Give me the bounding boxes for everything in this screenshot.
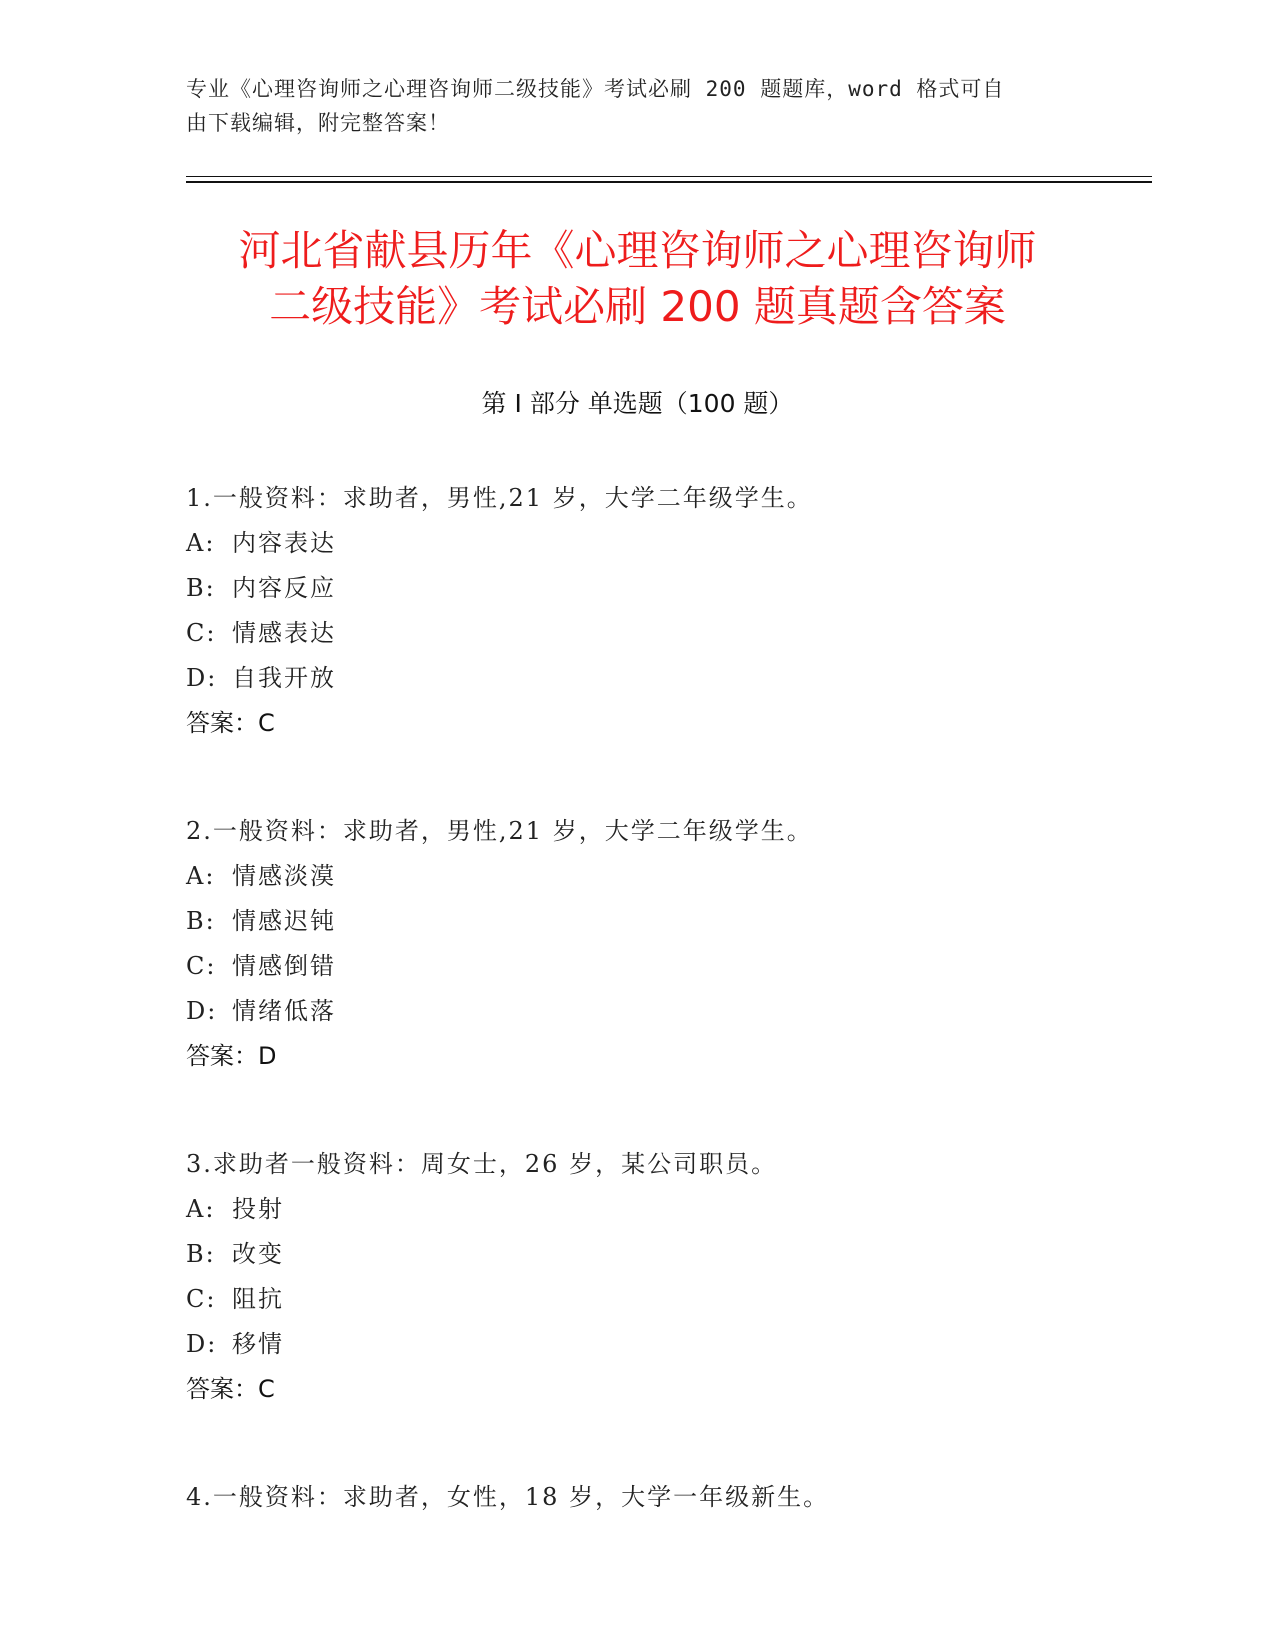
question-stem: 4.一般资料：求助者，女性，18 岁，大学一年级新生。	[186, 1483, 830, 1511]
option-letter: A:	[186, 529, 216, 557]
option-text: 内容反应	[232, 574, 336, 602]
option-b	[186, 1232, 1146, 1277]
option-letter: D:	[186, 664, 218, 692]
option-letter: B:	[186, 574, 216, 602]
option-letter: A:	[186, 1195, 216, 1223]
header-divider-thick	[186, 181, 1152, 183]
option-letter: C:	[186, 952, 217, 980]
option-text: 移情	[232, 1330, 284, 1358]
header-divider-thin	[186, 176, 1152, 177]
answer: 答案：C	[186, 1375, 275, 1403]
option-b	[186, 566, 1146, 611]
question-list	[186, 476, 1146, 1583]
title-line-2: 二级技能》考试必刷 200 题真题含答案	[269, 282, 1006, 331]
option-a	[186, 521, 1146, 566]
option-letter: B:	[186, 1240, 216, 1268]
option-b	[186, 899, 1146, 944]
intro-line-2: 由下载编辑，附完整答案！	[186, 111, 450, 135]
option-text: 内容表达	[232, 529, 336, 557]
intro-text	[186, 72, 1066, 140]
option-letter: A:	[186, 862, 216, 890]
option-d	[186, 989, 1146, 1034]
option-text: 投射	[232, 1195, 284, 1223]
option-text: 阻抗	[232, 1285, 284, 1313]
document-title	[140, 223, 1135, 335]
option-letter: D:	[186, 997, 218, 1025]
question-3	[186, 1142, 1146, 1412]
question-4	[186, 1475, 1146, 1520]
option-text: 情感迟钝	[232, 907, 336, 935]
answer: 答案：D	[186, 1042, 277, 1070]
option-text: 情感淡漠	[232, 862, 336, 890]
question-stem: 2.一般资料：求助者，男性,21 岁，大学二年级学生。	[186, 817, 813, 845]
option-c	[186, 611, 1146, 656]
option-text: 改变	[232, 1240, 284, 1268]
section-heading: 第 I 部分 单选题（100 题）	[481, 389, 794, 418]
question-1	[186, 476, 1146, 746]
title-line-1: 河北省献县历年《心理咨询师之心理咨询师	[238, 226, 1037, 275]
option-c	[186, 944, 1146, 989]
option-text: 情感倒错	[232, 952, 336, 980]
option-text: 自我开放	[232, 664, 336, 692]
option-letter: C:	[186, 1285, 217, 1313]
answer: 答案：C	[186, 709, 275, 737]
option-c	[186, 1277, 1146, 1322]
option-a	[186, 854, 1146, 899]
option-a	[186, 1187, 1146, 1232]
option-letter: C:	[186, 619, 217, 647]
option-letter: D:	[186, 1330, 218, 1358]
option-d	[186, 1322, 1146, 1367]
option-letter: B:	[186, 907, 216, 935]
intro-line-1: 专业《心理咨询师之心理咨询师二级技能》考试必刷 200 题题库，word 格式可自	[186, 77, 1005, 101]
question-stem: 1.一般资料：求助者，男性,21 岁，大学二年级学生。	[186, 484, 813, 512]
option-text: 情绪低落	[232, 997, 336, 1025]
option-d	[186, 656, 1146, 701]
option-text: 情感表达	[232, 619, 336, 647]
question-stem: 3.求助者一般资料：周女士，26 岁，某公司职员。	[186, 1150, 778, 1178]
question-2	[186, 809, 1146, 1079]
